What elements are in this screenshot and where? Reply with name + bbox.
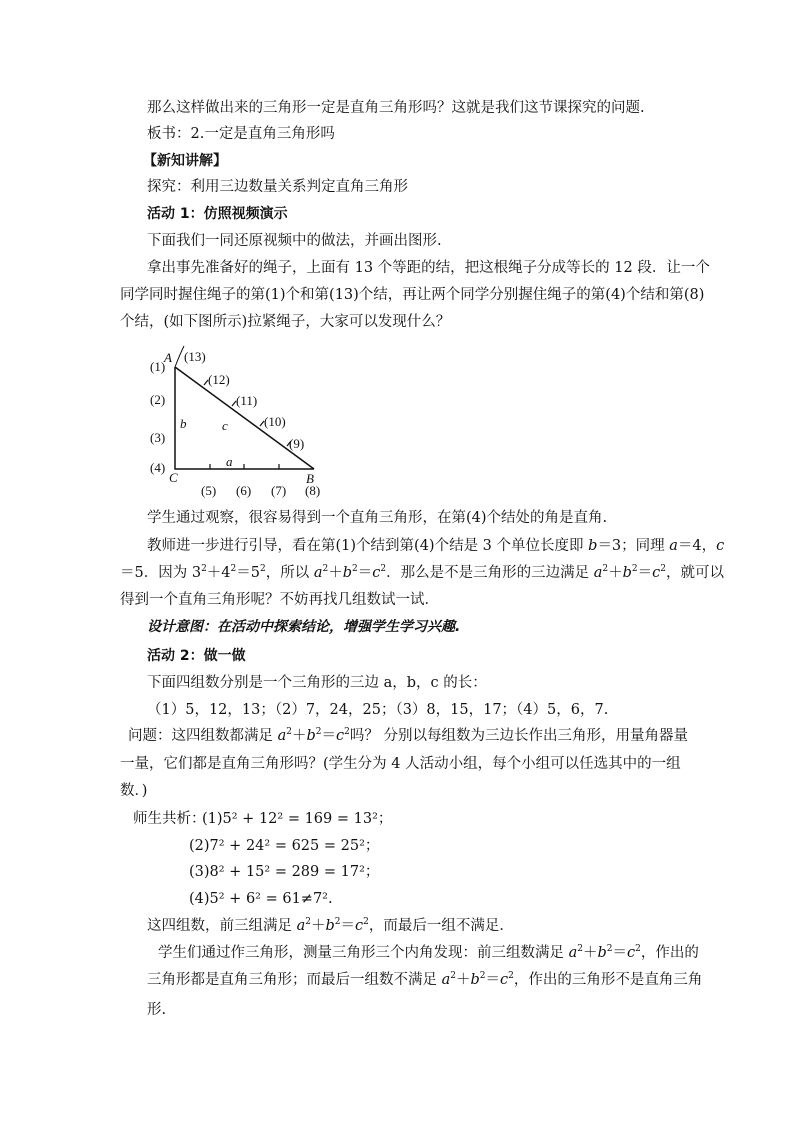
side-label-c: c	[222, 418, 228, 433]
rope-end-curve	[175, 346, 184, 367]
rope-paragraph-line-2: 同学同时握住绳子的第(1)个和第(13)个结，再让两个同学分别握住绳子的第(4)个结和第(8)	[120, 287, 705, 303]
blackboard-note: 板书：2.一定是直角三角形吗	[147, 126, 335, 142]
teacher-guidance-line-1: 教师进一步进行引导，看在第(1)个结到第(4)个结是 3 个单位长度即 b＝3；同理 a＝4，c	[147, 538, 725, 554]
question-line-1: 问题：这四组数都满足 $a^2+b^2=c^2$吗？ 分别以每组数为三边长作出三角形，用量角器量	[128, 727, 688, 744]
section-heading-new-knowledge: 【新知讲解】	[143, 153, 227, 169]
observation-result: 学生通过观察，很容易得到一个直角三角形，在第(4)个结处的角是直角.	[147, 510, 608, 526]
calc-line-3: (3)8² + 15² = 289 = 17²；	[189, 864, 380, 880]
rope-paragraph-line-1: 拿出事先准备好的绳子，上面有 13 个等距的结，把这根绳子分成等长的 12 段．让一个	[147, 260, 710, 276]
paragraph-intro-question: 那么这样做出来的三角形一定是直角三角形吗？这就是我们这节课探究的问题.	[147, 100, 645, 116]
calc-line-4: (4)5² + 6² = 61≠7².	[189, 891, 333, 907]
calc-line-2: (2)7² + 24² = 625 = 25²；	[189, 838, 380, 854]
design-intent: 设计意图：在活动中探索结论，增强学生学习兴趣.	[147, 619, 461, 635]
rope-triangle-figure	[140, 342, 340, 500]
teacher-guidance-line-2: ＝5．因为 $3^2+4^2=5^2$，所以 $a^2+b^2=c^2$．那么是不是三角形的三边满足 $a^2+b^2=c^2$，就可以	[120, 564, 725, 581]
knot-label: (7)	[271, 483, 287, 498]
finding-line-2: 三角形都是直角三角形；而最后一组数不满足 $a^2+b^2=c^2$，作出的三角形不是直角三角	[147, 971, 703, 988]
knot-label: (3)	[150, 430, 166, 445]
activity-1-heading: 活动 1：仿照视频演示	[147, 206, 288, 222]
calc-line-1: (1)5² + 12² = 169 = 13²；	[202, 811, 393, 827]
triangle-hypotenuse	[175, 367, 314, 469]
side-label-b: b	[180, 416, 187, 431]
side-label-a: a	[226, 454, 233, 469]
knot-label: (4)	[150, 460, 166, 475]
question-line-2: 一量，它们都是直角三角形吗？(学生分为 4 人活动小组，每个小组可以任选其中的一组	[120, 756, 681, 772]
knot-label: (6)	[236, 483, 252, 498]
finding-line-1: 学生们通过作三角形，测量三角形三个内角发现：前三组数满足 $a^2+b^2=c^2$，作出的	[158, 944, 699, 961]
activity-2-heading: 活动 2：做一做	[147, 648, 246, 664]
knot-label: (2)	[150, 392, 166, 407]
knot-label: (11)	[236, 393, 258, 408]
rope-paragraph-line-3: 个结，(如下图所示)拉紧绳子，大家可以发现什么？	[120, 314, 451, 330]
knot-label: (10)	[264, 414, 286, 429]
knot-label: (5)	[201, 483, 217, 498]
vertex-label-b: B	[306, 471, 314, 486]
vertex-label-a: A	[164, 350, 172, 365]
activity-2-intro: 下面四组数分别是一个三角形的三边 a，b，c 的长：	[147, 675, 487, 691]
knot-label: (8)	[305, 483, 321, 498]
teacher-guidance-line-3: 得到一个直角三角形呢？不妨再找几组数试一试．	[120, 592, 439, 608]
question-line-3: 数．)	[120, 783, 148, 799]
knot-label: (12)	[208, 372, 230, 387]
knot-label: (9)	[289, 436, 305, 451]
analysis-label: 师生共析：	[133, 811, 206, 827]
finding-line-3: 形.	[147, 1002, 167, 1018]
vertex-label-c: C	[169, 470, 178, 485]
activity-1-intro: 下面我们一同还原视频中的做法，并画出图形.	[147, 233, 442, 249]
knot-label: (13)	[184, 349, 206, 364]
number-groups: （1）5，12，13；（2）7，24，25；（3）8，15，17；（4）5，6，7.	[147, 702, 609, 718]
conclusion-line: 这四组数，前三组满足 $a^2+b^2=c^2$，而最后一组不满足．	[147, 917, 514, 934]
knot-label: (1)	[150, 359, 166, 374]
explore-topic: 探究：利用三边数量关系判定直角三角形	[147, 179, 408, 195]
